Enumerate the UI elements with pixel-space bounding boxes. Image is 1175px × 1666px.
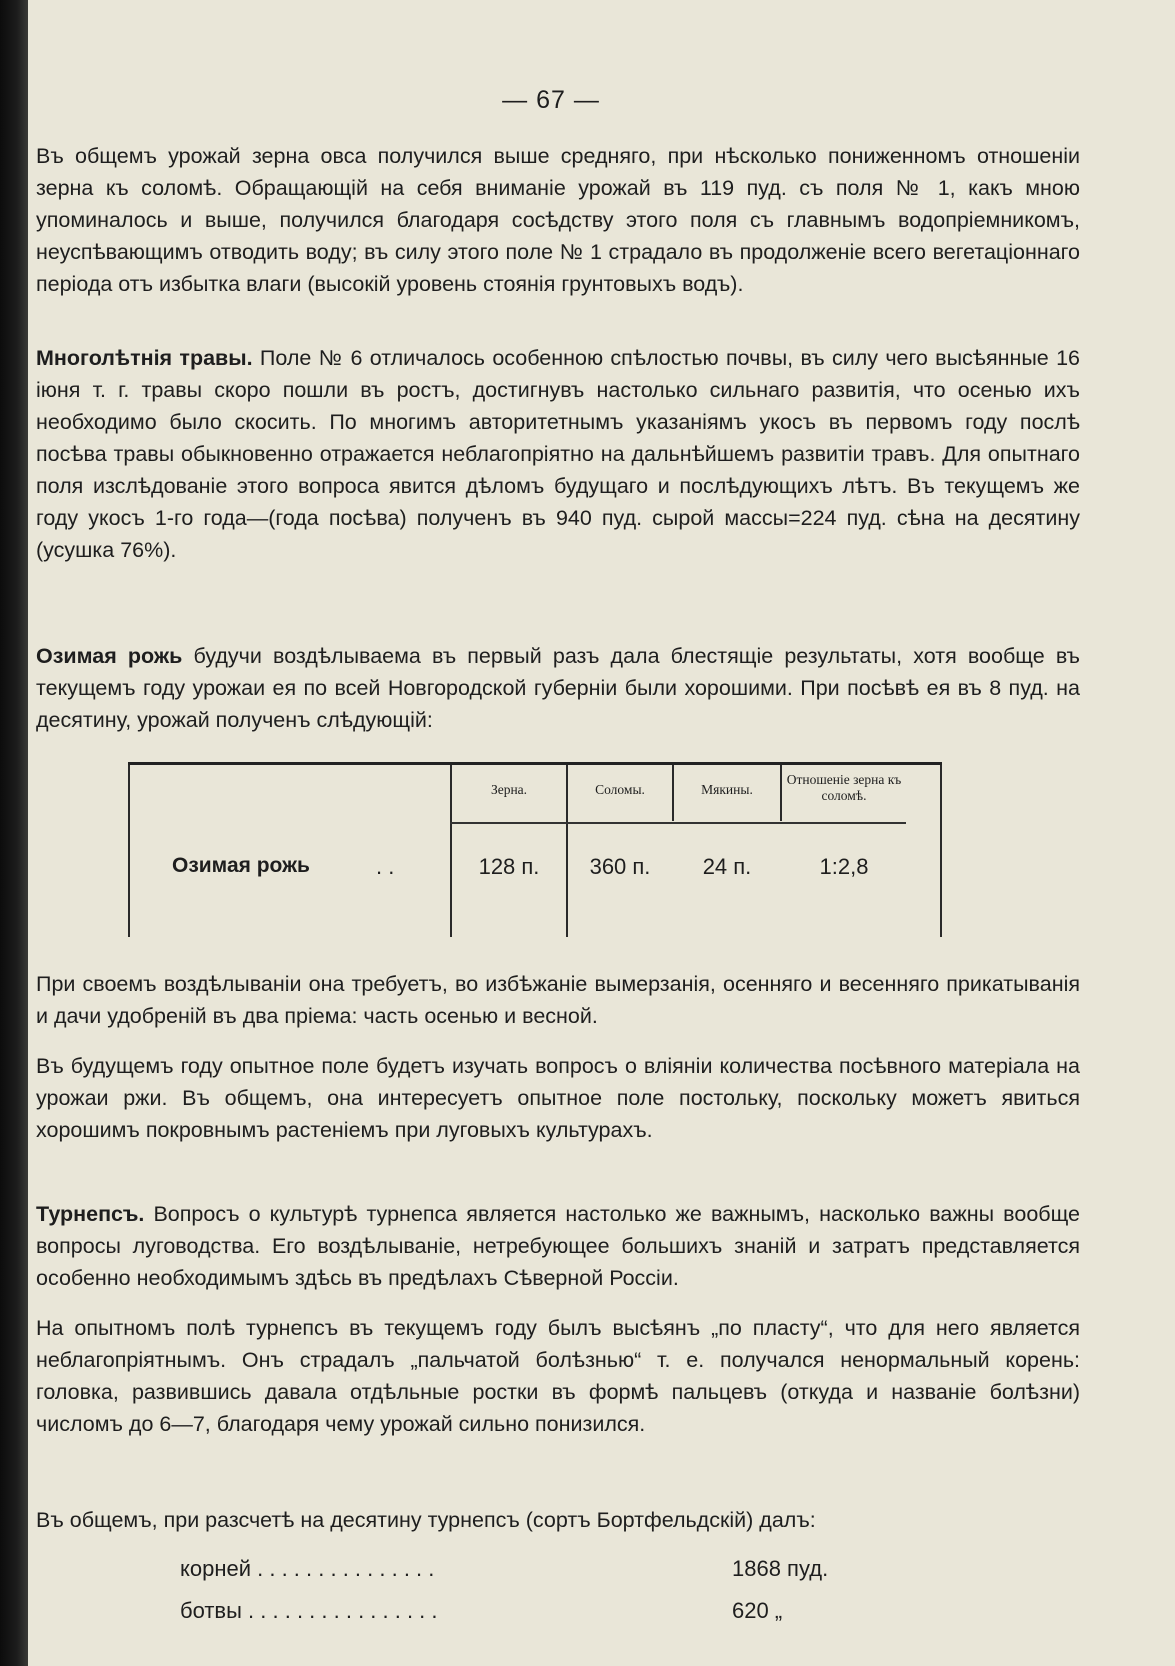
table-header-straw: Соломы. xyxy=(595,782,645,797)
table-value-chaff: 24 п. xyxy=(702,854,752,879)
table-value-ratio: 1:2,8 xyxy=(819,854,869,879)
page-number: — 67 — xyxy=(502,86,600,114)
table-header-chaff: Мякины. xyxy=(701,782,753,797)
paragraph-body: Вопросъ о культурѣ турнепса является настолько же важнымъ, насколько важны вообще вопросы луговодства. Его воздѣлыванiе, нетребующее большихъ знанiй и затратъ представляется особенно необходимымъ здѣсь въ предѣлахъ Сѣверной Россiи. xyxy=(36,1202,1080,1290)
table-row-label: Озимая рожь xyxy=(172,854,310,877)
section-heading-winter-rye: Озимая рожь xyxy=(36,644,183,668)
section-heading-perennial-grasses: Многолѣтнiя травы. xyxy=(36,346,253,370)
rye-yield-table xyxy=(128,762,942,938)
table-header-rule xyxy=(450,822,906,824)
paragraph-turnip xyxy=(36,1198,1080,1294)
table-row-leader-dots: . . xyxy=(376,854,395,879)
paragraph-body: будучи воздѣлываема въ первый разъ дала блестящiе результаты, хотя вообще въ текущемъ году урожаи ея по всей Новгородской губернiи были хорошими. При посѣвѣ ея въ 8 пуд. на десятину, урожай полученъ слѣдующiй: xyxy=(36,644,1080,732)
table-left-rule xyxy=(128,765,130,937)
yield-label: ботвы . . . . . . . . . . . . . . . . xyxy=(180,1598,438,1623)
document-page xyxy=(36,0,1146,1666)
paragraph-turnip-yield-intro: Въ общемъ, при разсчетѣ на десятину турнепсъ (сортъ Бортфельдскiй) далъ: xyxy=(36,1508,816,1532)
book-spine-shadow xyxy=(0,0,28,1666)
paragraph-oats-summary: Въ общемъ урожай зерна овса получился выше средняго, при нѣсколько пониженномъ отношенiи зерна къ соломѣ. Обращающiй на себя вниманiе урожай въ 119 пуд. съ поля № 1, какъ мною упоминалось и выше, получился благодаря сосѣдству этого поля съ главнымъ водопрiемникомъ, неуспѣвающимъ отводить воду; въ силу этого поле № 1 страдало въ продолженiе всего вегетацiоннаго перiода отъ избытка влаги (высокiй уровень стоянiя грунтовыхъ водъ). xyxy=(36,144,1080,296)
paragraph-winter-rye xyxy=(36,640,1080,736)
paragraph-perennial-grasses xyxy=(36,342,1080,566)
paragraph-rye-cultivation: При своемъ воздѣлыванiи она требуетъ, во избѣжанiе вымерзанiя, осенняго и весенняго прикатыванiя и дачи удобренiй въ два прiема: часть осенью и весной. xyxy=(36,972,1080,1028)
paragraph-body: Поле № 6 отличалось особенною спѣлостью почвы, въ силу чего высѣянные 16 iюня т. г. травы скоро пошли въ ростъ, достигнувъ настолько сильнаго развитiя, что осенью ихъ необходимо было скосить. По многимъ авторитетнымъ указанiямъ укосъ въ первомъ году послѣ посѣва травы обыкновенно отражается неблагопрiятно на дальнѣйшемъ развитiи травъ. Для опытнаго поля изслѣдованiе этого вопроса явится дѣломъ будущаго и послѣдующихъ лѣтъ. Въ текущемъ же году укосъ 1-го года—(года посѣва) полученъ въ 940 пуд. сырой массы=224 пуд. сѣна на десятину (усушка 76%). xyxy=(36,346,1080,562)
table-right-rule xyxy=(940,765,942,937)
section-heading-turnip: Турнепсъ. xyxy=(36,1202,145,1226)
table-header-ratio: Отношенiе зерна къ соломѣ. xyxy=(786,772,902,803)
yield-label: корней . . . . . . . . . . . . . . . xyxy=(180,1556,435,1581)
table-value-grain: 128 п. xyxy=(478,854,540,879)
paragraph-turnip-disease: На опытномъ полѣ турнепсъ въ текущемъ году былъ высѣянъ „по пласту“, что для него является неблагопрiятнымъ. Онъ страдалъ „пальчатой болѣзнью“ т. е. получался ненормальный корень: головка, развившись давала отдѣльные ростки въ формѣ пальцевъ (откуда и названiе болѣзни) числомъ до 6—7, благодаря чему урожай сильно понизился. xyxy=(36,1316,1080,1436)
table-value-straw: 360 п. xyxy=(589,854,651,879)
paragraph-rye-future-study: Въ будущемъ году опытное поле будетъ изучать вопросъ о влiянiи количества посѣвного матерiала на урожаи ржи. Въ общемъ, она интересуетъ опытное поле постольку, поскольку можетъ явиться хорошимъ покровнымъ растенiемъ при луговыхъ культурахъ. xyxy=(36,1054,1080,1142)
yield-value: 620 „ xyxy=(732,1598,783,1623)
yield-value: 1868 пуд. xyxy=(732,1556,829,1581)
table-top-rule xyxy=(128,762,942,765)
table-header-grain: Зерна. xyxy=(490,782,528,797)
